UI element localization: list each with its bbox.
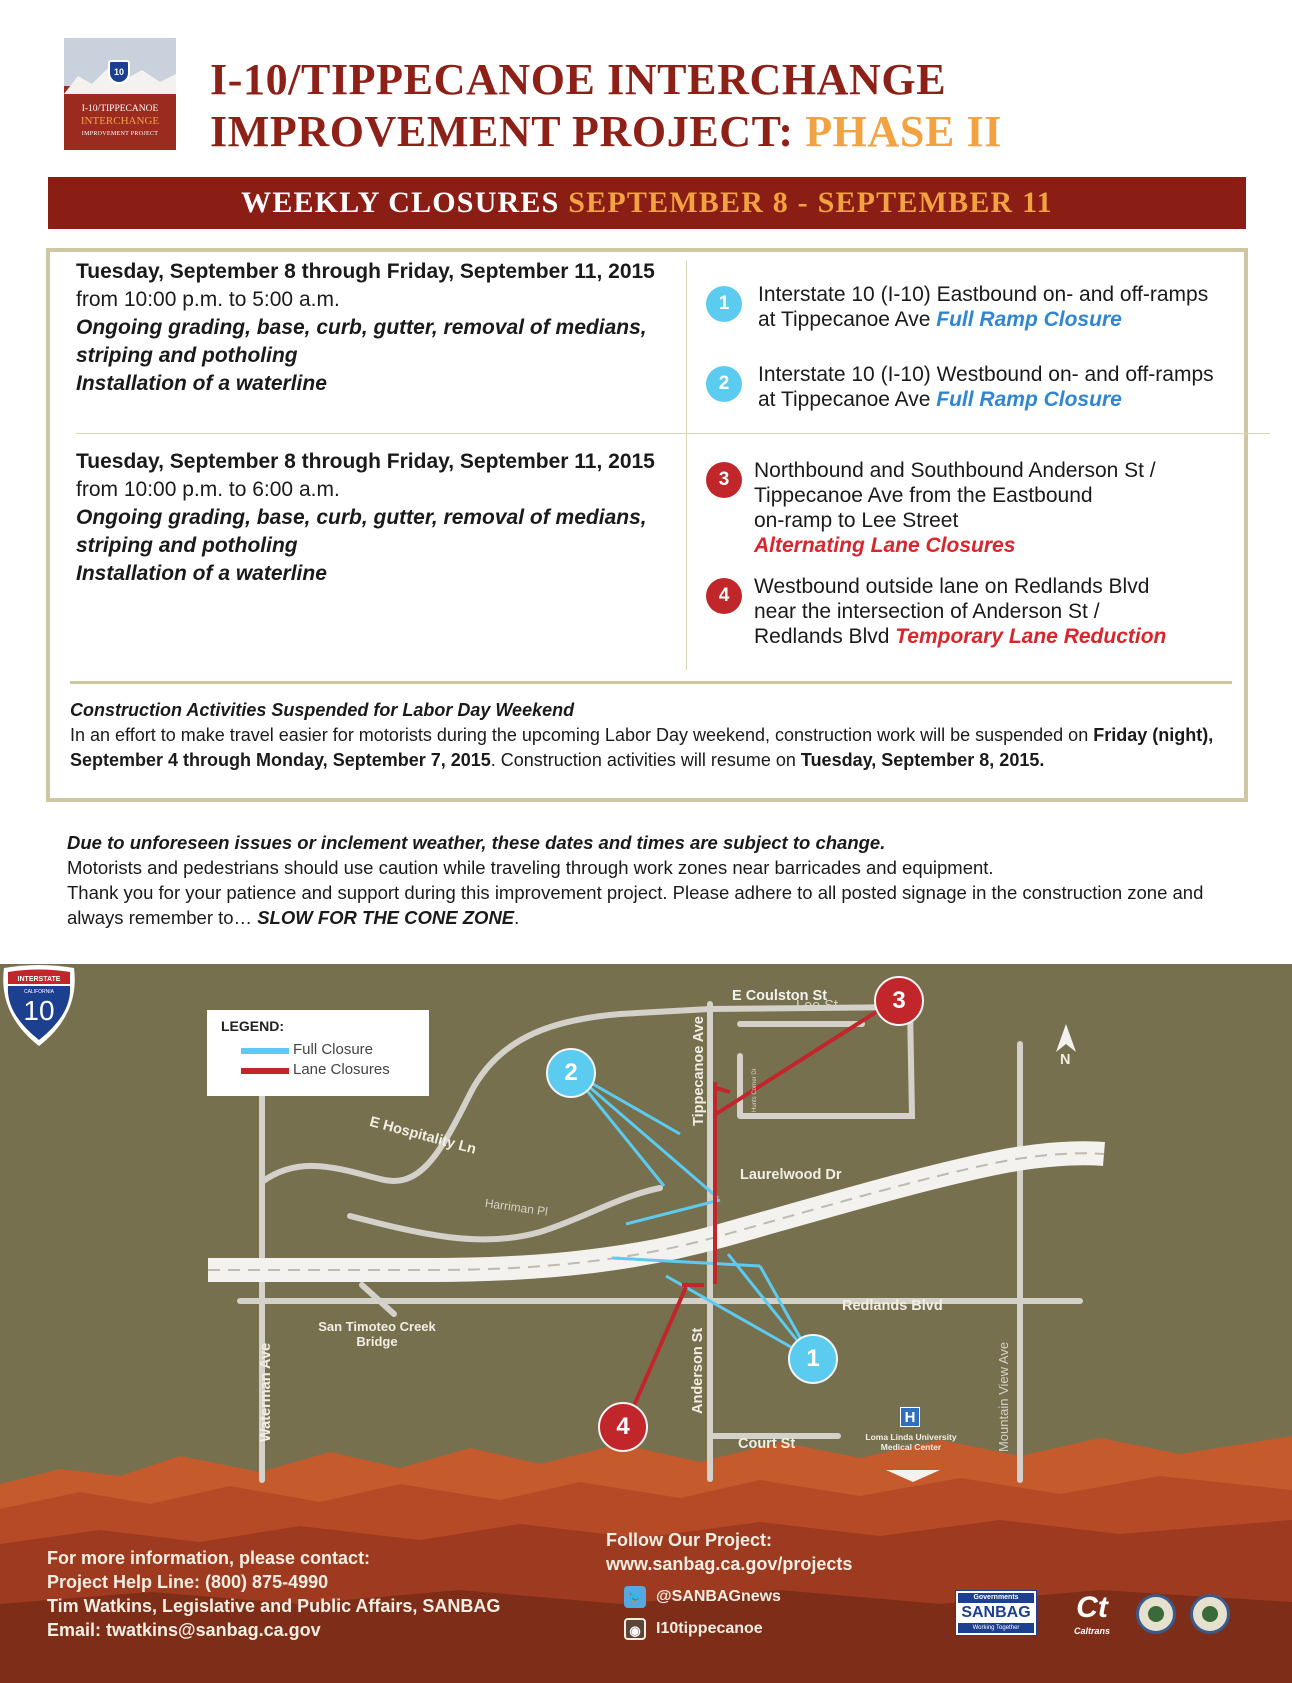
street-coulston: E Coulston St <box>732 988 828 1004</box>
schedule-1-activity-1: Ongoing grading, base, curb, gutter, removal of medians, <box>76 316 647 339</box>
closure-2-type: Full Ramp Closure <box>936 388 1122 411</box>
row-divider <box>76 433 1270 434</box>
street-anderson: Anderson St <box>690 1327 706 1414</box>
notice-warning: Due to unforeseen issues or inclement weather, these dates and times are subject to change. <box>67 832 886 853</box>
legend-title: LEGEND: <box>221 1018 284 1034</box>
labor-day-text-1: In an effort to make travel easier for motorists during the upcoming Labor Day weekend, construction work will be suspended on <box>70 725 1094 745</box>
follow-url[interactable]: www.sanbag.ca.gov/projects <box>606 1554 853 1574</box>
contact-info <box>47 1546 607 1642</box>
schedule-1-activity-3: Installation of a waterline <box>76 372 327 395</box>
notice-caution: Motorists and pedestrians should use caution while traveling through work zones near barricades and equipment. <box>67 857 994 878</box>
weekly-closures-banner <box>48 177 1246 229</box>
legend-full-swatch <box>241 1048 289 1054</box>
map-marker-2: 2 <box>546 1048 596 1098</box>
closure-badge-2: 2 <box>706 366 742 402</box>
logo-interstate-shield: 10 <box>108 60 130 84</box>
closure-badge-4: 4 <box>706 578 742 614</box>
title-phase: PHASE II <box>805 107 1002 156</box>
closure-item-4 <box>706 574 1246 649</box>
labor-day-heading: Construction Activities Suspended for Labor Day Weekend <box>70 700 575 720</box>
general-notice <box>67 830 1247 930</box>
schedule-1-activity-2: striping and potholing <box>76 344 298 367</box>
map-legend <box>207 1010 429 1096</box>
schedule-2 <box>76 448 676 588</box>
closure-item-3 <box>706 458 1246 558</box>
title-line2-text: IMPROVEMENT PROJECT: <box>210 107 806 156</box>
closure-item-2 <box>706 362 1246 412</box>
north-arrow-icon <box>1056 1024 1076 1052</box>
map-marker-1: 1 <box>788 1334 838 1384</box>
schedule-2-activity-3: Installation of a waterline <box>76 562 327 585</box>
caltrans-logo <box>1060 1590 1124 1636</box>
follow-section <box>606 1528 986 1576</box>
closure-4-line3-wrap <box>754 624 1246 649</box>
street-redlands: Redlands Blvd <box>842 1298 943 1314</box>
column-divider <box>686 260 687 670</box>
closure-item-1 <box>706 282 1246 332</box>
map-marker-4: 4 <box>598 1402 648 1452</box>
closure-info-box <box>46 248 1248 802</box>
closure-4-line2: near the intersection of Anderson St / <box>754 600 1100 623</box>
contact-helpline: Project Help Line: (800) 875-4990 <box>47 1572 329 1592</box>
bridge-label <box>312 1319 442 1349</box>
closure-3-line1: Northbound and Southbound Anderson St / <box>754 459 1156 482</box>
title-line1: I-10/TIPPECANOE INTERCHANGE <box>210 55 947 104</box>
hospital-icon: H <box>900 1407 920 1427</box>
north-label: N <box>1060 1052 1071 1068</box>
contact-email[interactable]: Email: twatkins@sanbag.ca.gov <box>47 1620 321 1640</box>
page-title <box>210 54 1250 158</box>
closure-3-type: Alternating Lane Closures <box>754 534 1016 557</box>
legend-lane-swatch <box>241 1068 289 1074</box>
labor-day-suspension-dates: Friday (night), September 4 through Monday, September 7, 2015 <box>70 725 1214 770</box>
logo-line1: I-10/TIPPECANOE <box>81 104 159 114</box>
closure-2-line2: at Tippecanoe Ave <box>758 388 937 411</box>
sanbag-sub: Working Together <box>958 1623 1034 1633</box>
caltrans-name: Caltrans <box>1073 1626 1110 1636</box>
notice-thanks <box>67 880 1247 930</box>
twitter-handle: @SANBAGnews <box>656 1588 781 1606</box>
schedule-1 <box>76 258 676 398</box>
twitter-icon: 🐦 <box>624 1586 646 1608</box>
closure-4-type: Temporary Lane Reduction <box>895 625 1167 648</box>
bridge-label-line2: Bridge <box>356 1334 398 1349</box>
twitter-link[interactable] <box>624 1586 781 1608</box>
project-logo <box>64 38 176 150</box>
city-seal-2-icon <box>1190 1594 1230 1634</box>
contact-name: Tim Watkins, Legislative and Public Affairs, SANBAG <box>47 1596 501 1616</box>
closure-2-line2-wrap <box>758 387 1246 412</box>
schedule-2-time: from 10:00 p.m. to 6:00 a.m. <box>76 478 340 501</box>
closure-3-tick <box>716 1088 730 1092</box>
hospital-name: Loma Linda University Medical Center <box>865 1432 957 1452</box>
street-laurelwood: Laurelwood Dr <box>740 1167 842 1183</box>
schedule-1-time: from 10:00 p.m. to 5:00 a.m. <box>76 288 340 311</box>
closure-3-line2: Tippecanoe Ave from the Eastbound <box>754 484 1093 507</box>
banner-label: WEEKLY CLOSURES <box>241 186 569 219</box>
notice-thanks-text: Thank you for your patience and support during this improvement project. Please adhere to all posted signage in the construction zone and always remember to… <box>67 882 1204 928</box>
contact-heading: For more information, please contact: <box>47 1548 371 1568</box>
closure-1-line2-wrap <box>758 307 1246 332</box>
title-line2 <box>210 106 1250 158</box>
sanbag-logo <box>955 1590 1037 1636</box>
city-seal-1-icon <box>1136 1594 1176 1634</box>
closure-badge-3: 3 <box>706 462 742 498</box>
labor-day-divider <box>70 681 1232 684</box>
closure-3-line3: on-ramp to Lee Street <box>754 509 959 532</box>
logo-line2: INTERCHANGE <box>80 115 160 127</box>
schedule-2-heading: Tuesday, September 8 through Friday, September 11, 2015 <box>76 450 655 473</box>
street-court: Court St <box>738 1436 796 1452</box>
closure-badge-1: 1 <box>706 286 742 322</box>
street-waterman: Waterman Ave <box>258 1342 274 1442</box>
labor-day-text-2: . Construction activities will resume on <box>490 750 801 770</box>
street-tippecanoe: Tippecanoe Ave <box>691 1016 707 1126</box>
street-hospitality: E Hospitality Ln <box>367 1114 478 1158</box>
i10-shield-state: CALIFORNIA <box>23 989 55 995</box>
i10-shield-icon <box>0 964 78 1048</box>
bridge-label-line1: San Timoteo Creek <box>318 1319 436 1334</box>
banner-dates: SEPTEMBER 8 - SEPTEMBER 11 <box>568 186 1053 219</box>
labor-day-notice <box>70 698 1240 773</box>
sanbag-main: SANBAG <box>961 1604 1031 1621</box>
hospitality-upper-road <box>620 1009 710 1014</box>
instagram-handle: I10tippecanoe <box>656 1620 763 1638</box>
i10-shield-top: INTERSTATE <box>17 976 61 983</box>
logo-line3: IMPROVEMENT PROJECT <box>81 131 159 137</box>
closure-4-line1: Westbound outside lane on Redlands Blvd <box>754 575 1150 598</box>
labor-day-text <box>70 723 1240 773</box>
i10-shield-number: 10 <box>23 995 55 1026</box>
street-harriman: Harriman Pl <box>484 1196 549 1219</box>
caltrans-mark: Ct <box>1076 1591 1108 1624</box>
closure-1-line1: Interstate 10 (I-10) Eastbound on- and off-ramps <box>758 283 1209 306</box>
legend-full-label: Full Closure <box>293 1041 374 1058</box>
map-marker-3: 3 <box>874 976 924 1026</box>
street-lee: Lee St <box>796 998 838 1014</box>
schedule-2-activity-2: striping and potholing <box>76 534 298 557</box>
instagram-link[interactable] <box>624 1618 763 1640</box>
harriman-pl-road <box>350 1188 660 1239</box>
instagram-icon: ◉ <box>624 1618 646 1640</box>
legend-lane-label: Lane Closures <box>293 1061 390 1078</box>
closure-1-type: Full Ramp Closure <box>936 308 1122 331</box>
closure-2-line1: Interstate 10 (I-10) Westbound on- and off-ramps <box>758 363 1214 386</box>
notice-end: . <box>514 907 520 928</box>
street-mountain-view: Mountain View Ave <box>996 1341 1011 1452</box>
labor-day-resume-date: Tuesday, September 8, 2015. <box>800 750 1045 770</box>
closure-1-line2: at Tippecanoe Ave <box>758 308 937 331</box>
sanbag-top: Governments <box>958 1593 1034 1603</box>
schedule-1-heading: Tuesday, September 8 through Friday, September 11, 2015 <box>76 260 655 283</box>
follow-heading: Follow Our Project: <box>606 1530 773 1550</box>
schedule-2-activity-1: Ongoing grading, base, curb, gutter, removal of medians, <box>76 506 647 529</box>
closure-4-line3: Redlands Blvd <box>754 625 896 648</box>
notice-slogan: SLOW FOR THE CONE ZONE <box>257 907 515 928</box>
street-small: Hunts Corner Dr <box>752 1068 758 1112</box>
closure-2-line-d <box>626 1200 720 1224</box>
